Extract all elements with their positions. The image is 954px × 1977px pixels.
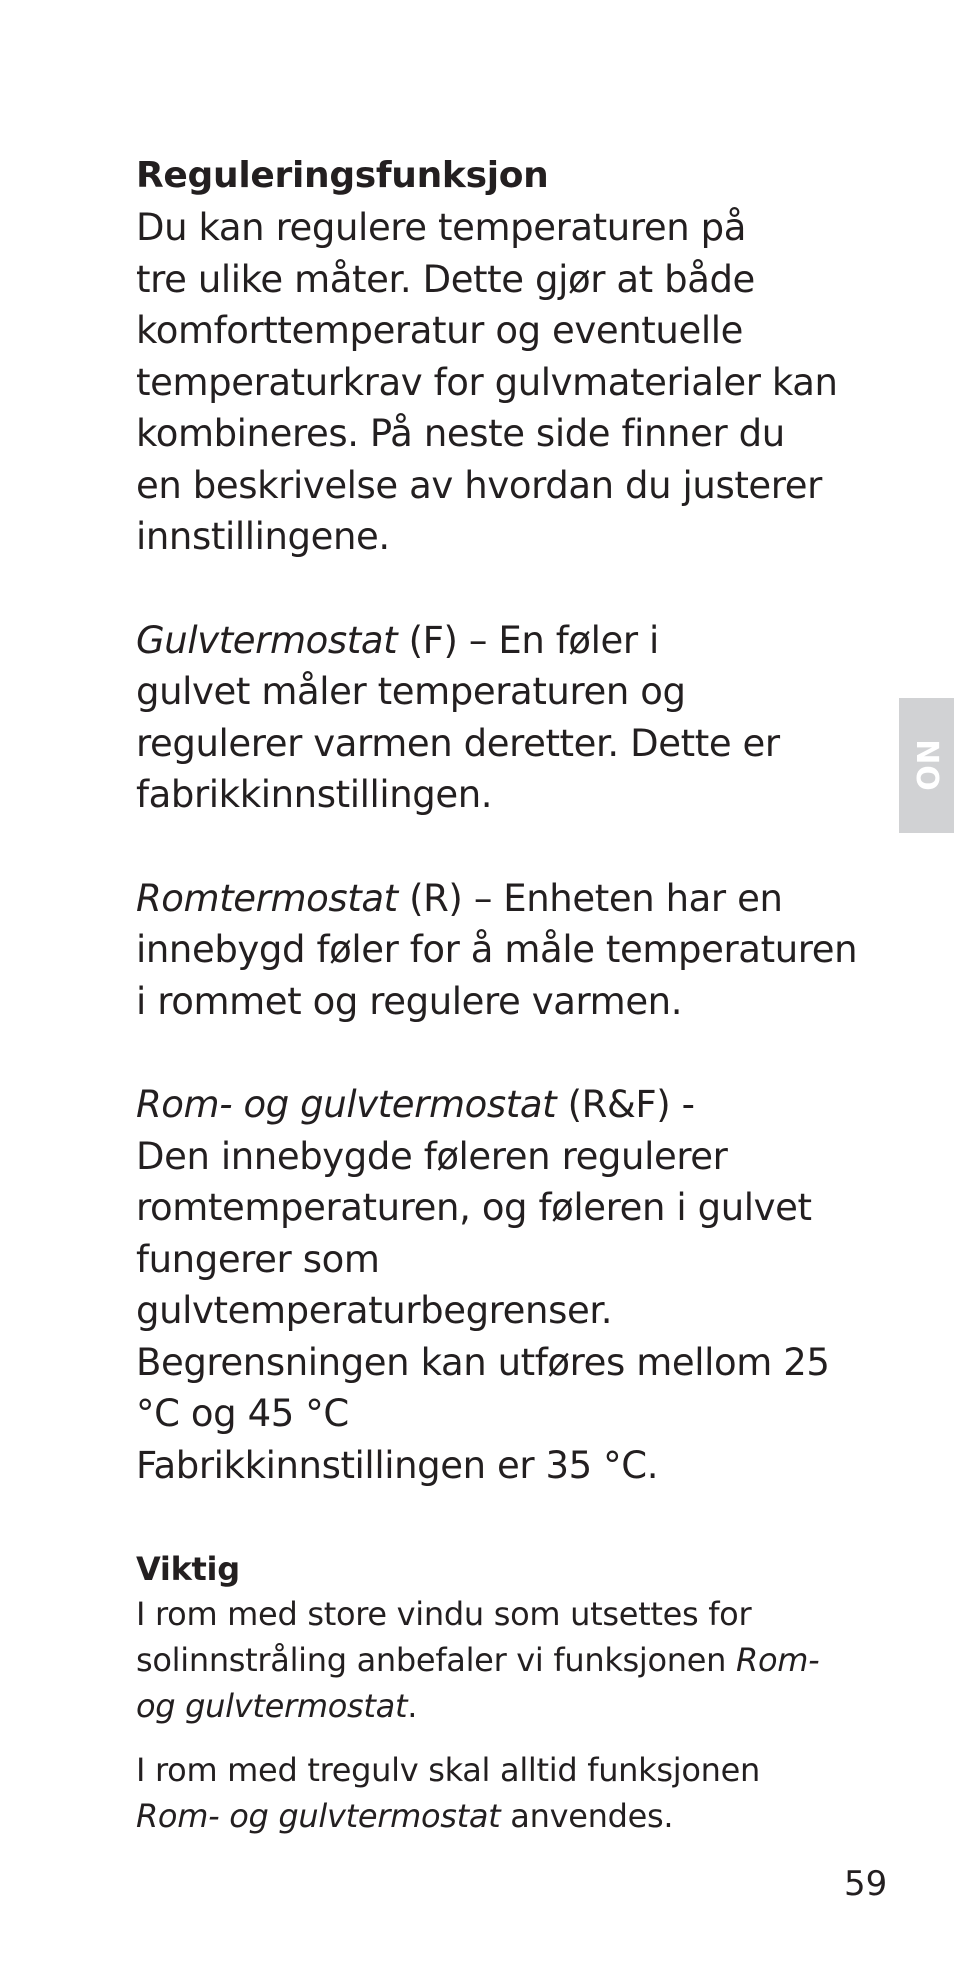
mode-room-body: innebygd føler for å måle temperaturen i rommet og regulere varmen. bbox=[136, 928, 858, 1023]
important-note bbox=[136, 1547, 866, 1839]
mode-floor-body: gulvet måler temperaturen og regulerer varmen deretter. Dette er fabrikkinnstillingen. bbox=[136, 670, 780, 816]
main-content bbox=[136, 150, 866, 1839]
mode-room-name: Romtermostat bbox=[136, 876, 398, 920]
important-paragraph-1 bbox=[136, 1591, 866, 1729]
page-number: 59 bbox=[844, 1864, 888, 1904]
intro-paragraph: Du kan regulere temperaturen på tre ulike måter. Dette gjør at både komforttemperatur og eventuelle temperaturkrav for gulvmaterialer kan kombineres. På neste side finner du en beskrivelse av hvordan du justerer innstillingene. bbox=[136, 206, 838, 558]
mode-floor-lead: (F) – En føler i bbox=[397, 618, 659, 662]
language-tab bbox=[899, 698, 954, 833]
important-p1-end: . bbox=[407, 1687, 418, 1725]
mode-floor-name: Gulvtermostat bbox=[136, 618, 398, 662]
section-heading: Reguleringsfunksjon bbox=[136, 155, 549, 196]
mode-room-floor-lead: (R&F) - bbox=[556, 1083, 695, 1126]
important-p2-text: I rom med tregulv skal alltid funksjonen bbox=[136, 1751, 760, 1789]
mode-floor-thermostat bbox=[136, 615, 866, 821]
important-p2-em: Rom- og gulvtermostat bbox=[136, 1797, 501, 1835]
mode-room-floor-thermostat bbox=[136, 1079, 866, 1491]
important-paragraph-2 bbox=[136, 1747, 866, 1839]
important-p2-end: anvendes. bbox=[500, 1797, 674, 1835]
language-tab-label: NO bbox=[909, 739, 944, 792]
mode-room-floor-name: Rom- og gulvtermostat bbox=[136, 1083, 557, 1126]
mode-room-floor-body: Den innebygde føleren regulerer romtemperaturen, og føleren i gulvet fungerer som gulvtemperaturbegrenser. Begrensningen kan utføres mellom 25 °C og 45 °C Fabrikkinnstillingen er 35 °C. bbox=[136, 1134, 830, 1487]
important-p1-em: Rom- og gulvtermostat bbox=[136, 1641, 820, 1725]
important-p1-text: I rom med store vindu som utsettes for solinnstråling anbefaler vi funksjonen bbox=[136, 1595, 752, 1679]
mode-room-lead: (R) – Enheten har en bbox=[397, 876, 783, 920]
important-title: Viktig bbox=[136, 1550, 240, 1588]
mode-room-thermostat bbox=[136, 873, 866, 1028]
